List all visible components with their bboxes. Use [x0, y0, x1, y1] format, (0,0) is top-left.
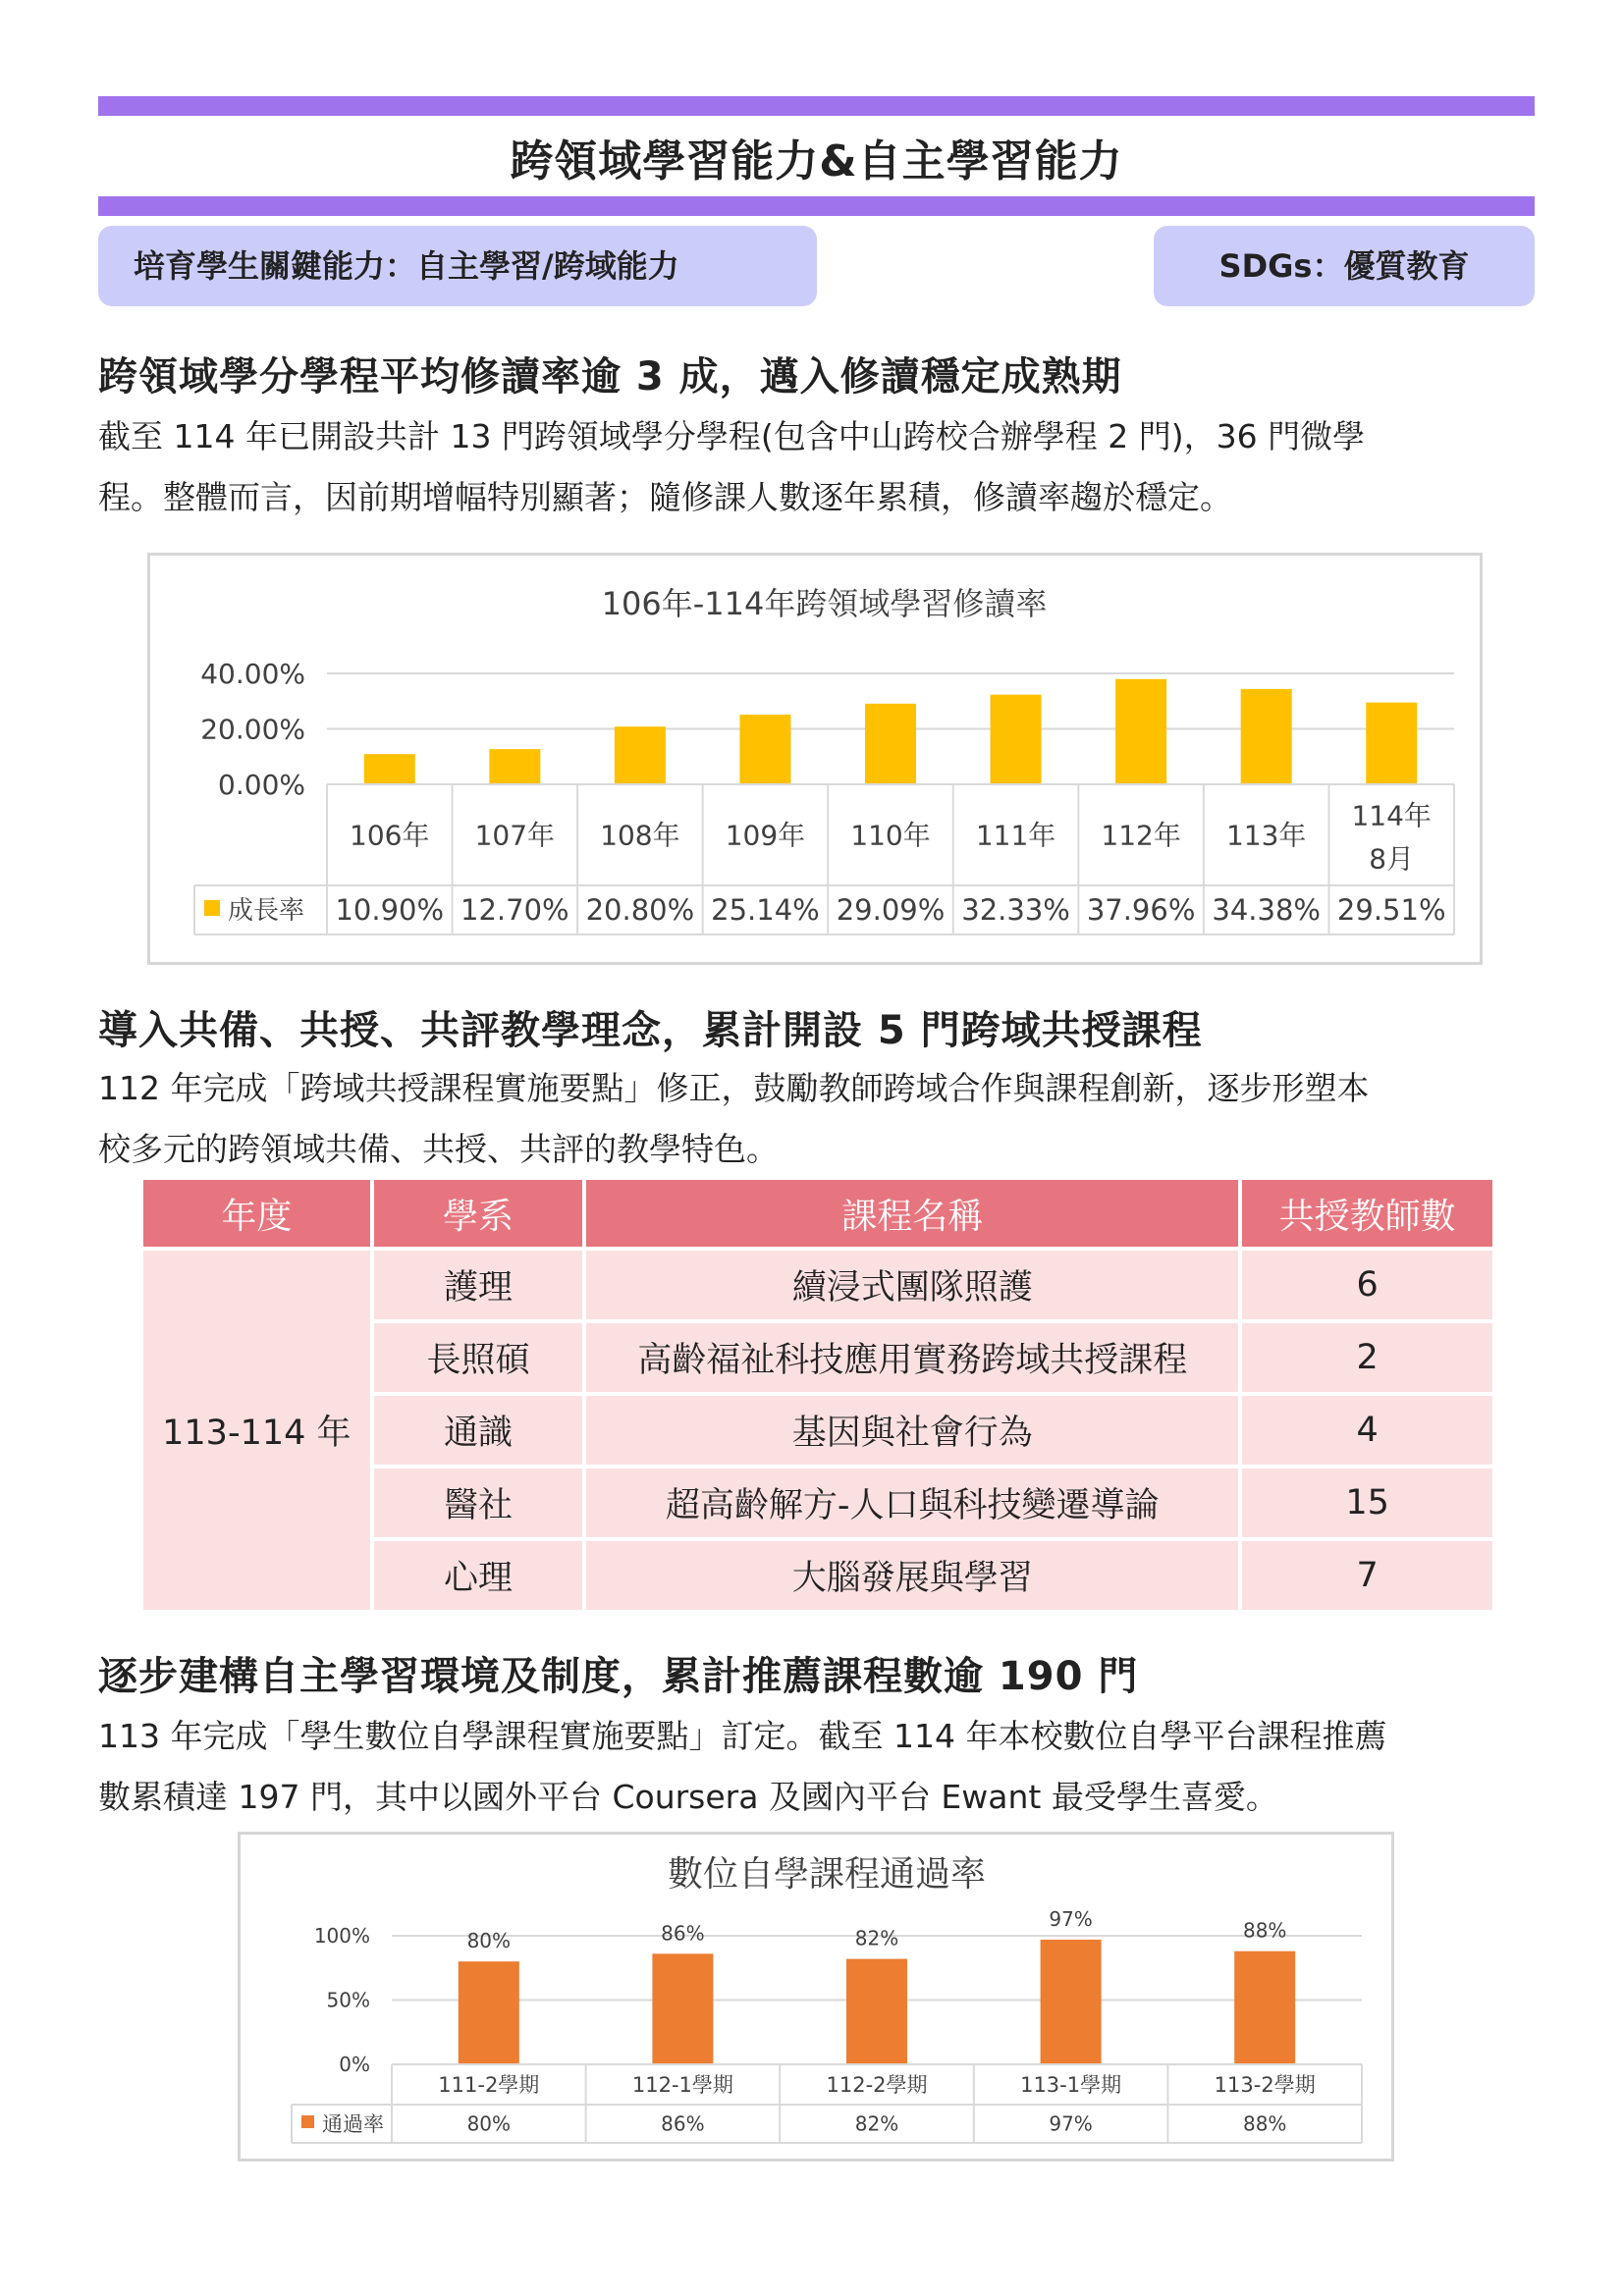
- chart2-frame: [238, 1832, 1394, 2162]
- y-tick-label: 0%: [339, 2053, 370, 2076]
- bar: [991, 695, 1042, 784]
- bar: [1366, 703, 1417, 784]
- table-value: 32.33%: [961, 893, 1070, 928]
- y-tick-label: 40.00%: [200, 657, 305, 690]
- bar: [1115, 679, 1166, 784]
- x-tick-label: 113年: [1225, 819, 1307, 852]
- table-value: 37.96%: [1086, 893, 1196, 928]
- section1-line2: 程。整體而言，因前期增幅特別顯著；隨修課人數逐年累積，修讀率趨於穩定。: [98, 478, 1232, 516]
- header-year: 年度: [143, 1180, 370, 1247]
- chart2-svg: [241, 1835, 1391, 2159]
- table-value: 29.51%: [1336, 893, 1446, 928]
- data-label: 80%: [466, 1929, 512, 1953]
- bar: [846, 1959, 907, 2064]
- chart1-frame: [147, 553, 1483, 965]
- legend-label: 通過率: [322, 2111, 384, 2136]
- chart1-svg: [150, 556, 1480, 962]
- course-cell: 基因與社會行為: [586, 1396, 1238, 1465]
- teachers-cell: 4: [1242, 1396, 1492, 1465]
- bar: [1241, 689, 1292, 784]
- course-cell: 續浸式團隊照護: [586, 1251, 1238, 1319]
- key-ability-badge: 培育學生關鍵能力：自主學習/跨域能力: [98, 226, 817, 306]
- bar: [1041, 1940, 1102, 2064]
- y-tick-label: 100%: [313, 1924, 370, 1948]
- data-label: 97%: [1049, 1906, 1093, 1931]
- header-dept: 學系: [374, 1180, 583, 1247]
- x-tick-label: 106年: [350, 819, 430, 852]
- x-tick-label: 113-1學期: [1020, 2072, 1122, 2097]
- legend-label: 成長率: [228, 896, 305, 927]
- x-tick-label: 8月: [1369, 842, 1415, 876]
- sdgs-badge: SDGs：優質教育: [1154, 226, 1535, 306]
- x-tick-label: 113-2學期: [1214, 2072, 1316, 2097]
- chart-title: 106年-114年跨領域學習修讀率: [601, 585, 1048, 622]
- x-tick-label: 111年: [975, 819, 1056, 852]
- teachers-cell: 7: [1242, 1541, 1492, 1610]
- title-bar-bottom: [98, 196, 1535, 216]
- section2-line2: 校多元的跨領域共備、共授、共評的教學特色。: [98, 1130, 779, 1168]
- x-tick-label: 112-1學期: [631, 2072, 733, 2097]
- co-teaching-table: [139, 1176, 1496, 1614]
- dept-cell: 心理: [374, 1541, 583, 1610]
- course-cell: 高齡福祉科技應用實務跨域共授課程: [586, 1323, 1238, 1392]
- bar: [652, 1953, 713, 2064]
- table-value: 82%: [854, 2111, 899, 2136]
- section3-heading: 逐步建構自主學習環境及制度，累計推薦課程數逾 190 門: [98, 1654, 1139, 1699]
- table-row: [143, 1251, 1492, 1319]
- legend-key: [204, 900, 220, 916]
- data-label: 82%: [854, 1926, 899, 1950]
- header-course: 課程名稱: [586, 1180, 1238, 1247]
- y-tick-label: 20.00%: [200, 713, 305, 746]
- section2-line1: 112 年完成「跨域共授課程實施要點」修正，鼓勵教師跨域合作與課程創新，逐步形塑本: [98, 1069, 1370, 1107]
- chart-title: 數位自學課程通過率: [667, 1854, 987, 1895]
- x-tick-label: 114年: [1351, 799, 1432, 832]
- x-tick-label: 107年: [474, 819, 556, 852]
- table-value: 34.38%: [1212, 893, 1321, 928]
- section3-line1: 113 年完成「學生數位自學課程實施要點」訂定。截至 114 年本校數位自學平台課程推薦: [98, 1717, 1387, 1755]
- table-value: 10.90%: [335, 893, 445, 928]
- section2-heading: 導入共備、共授、共評教學理念，累計開設 5 門跨域共授課程: [98, 1008, 1203, 1053]
- table-value: 86%: [661, 2111, 705, 2136]
- y-tick-label: 50%: [326, 1988, 370, 2012]
- bar: [615, 726, 666, 784]
- dept-cell: 長照碩: [374, 1323, 583, 1392]
- bar: [1234, 1951, 1295, 2064]
- dept-cell: 護理: [374, 1251, 583, 1319]
- table-value: 12.70%: [460, 893, 569, 928]
- section3-paragraph: [98, 1706, 1542, 1828]
- section1-paragraph: [98, 406, 1542, 528]
- dept-cell: 通識: [374, 1396, 583, 1465]
- teachers-cell: 6: [1242, 1251, 1492, 1319]
- bar: [489, 749, 540, 784]
- table-header-row: [143, 1180, 1492, 1247]
- table-value: 29.09%: [836, 893, 946, 928]
- page-title: 跨領域學習能力&自主學習能力: [510, 136, 1123, 187]
- teachers-cell: 15: [1242, 1468, 1492, 1537]
- bar: [364, 754, 415, 784]
- table-value: 20.80%: [585, 893, 695, 928]
- section1-line1: 截至 114 年已開設共計 13 門跨領域學分學程(包含中山跨校合辦學程 2 門)，36 門微學: [98, 417, 1366, 455]
- x-tick-label: 111-2學期: [438, 2072, 540, 2097]
- x-tick-label: 108年: [600, 819, 680, 852]
- bar: [865, 704, 916, 784]
- table-value: 97%: [1049, 2111, 1093, 2136]
- x-tick-label: 112年: [1101, 819, 1181, 852]
- course-cell: 大腦發展與學習: [586, 1541, 1238, 1610]
- dept-cell: 醫社: [374, 1468, 583, 1537]
- data-label: 88%: [1242, 1918, 1287, 1943]
- data-label: 86%: [661, 1921, 705, 1946]
- bar: [459, 1961, 519, 2064]
- section3-line2: 數累積達 197 門，其中以國外平台 Coursera 及國內平台 Ewant 最受學生喜愛。: [98, 1778, 1278, 1816]
- y-tick-label: 0.00%: [218, 768, 305, 801]
- table-value: 80%: [466, 2111, 512, 2136]
- section1-heading: 跨領域學分學程平均修讀率逾 3 成，邁入修讀穩定成熟期: [98, 354, 1122, 400]
- year-cell: 113-114 年: [143, 1251, 370, 1610]
- title-bar-top: [98, 96, 1535, 116]
- section2-paragraph: [98, 1058, 1542, 1180]
- x-tick-label: 112-2學期: [826, 2072, 928, 2097]
- x-tick-label: 110年: [850, 819, 931, 852]
- table-value: 25.14%: [711, 893, 820, 928]
- x-tick-label: 109年: [725, 819, 806, 852]
- legend-key: [301, 2115, 314, 2128]
- table-value: 88%: [1242, 2111, 1287, 2136]
- bar: [739, 715, 790, 784]
- header-teachers: 共授教師數: [1242, 1180, 1492, 1247]
- teachers-cell: 2: [1242, 1323, 1492, 1392]
- course-cell: 超高齡解方-人口與科技變遷導論: [586, 1468, 1238, 1537]
